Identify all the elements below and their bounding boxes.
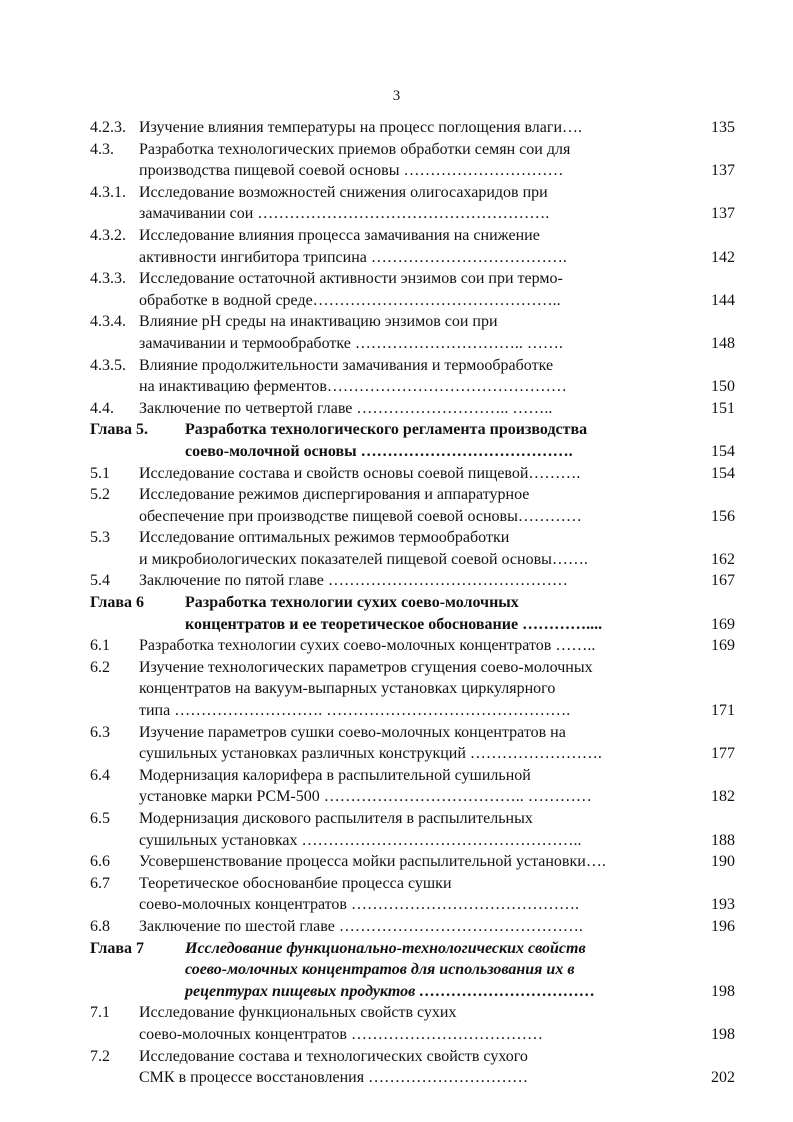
toc-entry-number: 6.6: [90, 853, 110, 871]
toc-entry: [90, 830, 735, 852]
toc-entry-page: 150: [711, 378, 735, 396]
toc-entry-title: Исследование возможностей снижения олигосахаридов при: [139, 183, 548, 201]
toc-entry: [90, 808, 735, 830]
toc-entry-title: типа ………………………. ……………………………………….: [139, 702, 571, 720]
toc-entry-title: Исследование состава и технологических свойств сухого: [139, 1047, 528, 1065]
toc-entry: [90, 894, 735, 916]
toc-entry-number: 6.2: [90, 658, 110, 676]
toc-entry-title: Заключение по четвертой главе ……………………….. ……..: [139, 399, 553, 417]
toc-entry-title: и микробиологических показателей пищевой соевой основы…….: [139, 550, 588, 568]
toc-entry-title: обработке в водной среде………………………………………..: [139, 291, 561, 309]
toc-entry-page: 144: [711, 291, 735, 309]
toc-entry-number: 4.4.: [90, 399, 114, 417]
toc-entry: [90, 527, 735, 549]
toc-entry: [90, 160, 735, 182]
toc-entry-page: 193: [711, 896, 735, 914]
toc-entry-page: 142: [711, 248, 735, 266]
toc-entry-page: 167: [711, 572, 735, 590]
toc-entry-title: замачивании сои ……………………………………………….: [139, 205, 550, 223]
toc-entry-title: Исследование функциональных свойств сухих: [139, 1004, 457, 1022]
toc-entry: [90, 916, 735, 938]
toc-entry-page: 188: [711, 831, 735, 849]
toc-entry: [90, 398, 735, 420]
table-of-contents: [90, 117, 735, 1089]
toc-entry-title: Влияние продолжительности замачивания и термообработке: [139, 356, 554, 374]
toc-entry: [90, 441, 735, 463]
toc-entry-number: Глава 7: [90, 939, 144, 957]
toc-entry: [90, 549, 735, 571]
toc-entry: [90, 786, 735, 808]
toc-entry: [90, 182, 735, 204]
toc-entry-title: соево-молочных концентратов ………………………………: [139, 1025, 543, 1043]
toc-entry-title: Модернизация дискового распылителя в распылительных: [139, 810, 533, 827]
toc-entry-page: 156: [711, 507, 735, 525]
toc-entry-title: установке марки РСМ-500 ……………………………….. …………: [139, 788, 592, 806]
toc-entry-title: сушильных установках различных конструкций …………………….: [139, 745, 602, 763]
toc-entry-title: Усовершенствование процесса мойки распылительной установки….: [139, 853, 606, 871]
toc-entry-page: 202: [711, 1069, 735, 1087]
toc-entry-title: Исследование функционально-технологических свойств: [185, 939, 586, 957]
toc-entry-title: Разработка технологии сухих соево-молочных концентратов ……..: [139, 637, 596, 655]
toc-entry-page: 177: [711, 745, 735, 763]
toc-entry-number: 4.3.3.: [90, 270, 126, 288]
toc-entry-title: сушильных установках ……………………………………………..: [139, 831, 582, 849]
toc-entry-number: 4.3.2.: [90, 226, 126, 244]
toc-entry-page: 198: [711, 982, 735, 1000]
toc-entry-title: производства пищевой соевой основы …………………………: [139, 162, 564, 180]
toc-entry: [90, 506, 735, 528]
toc-entry-title: рецептурах пищевых продуктов ……………………………: [185, 982, 596, 1000]
toc-entry: [90, 139, 735, 161]
toc-entry: [90, 959, 735, 981]
toc-entry-number: Глава 6: [90, 594, 144, 612]
toc-entry-title: Изучение влияния температуры на процесс поглощения влаги….: [139, 119, 582, 136]
toc-entry-number: 6.1: [90, 637, 110, 655]
toc-entry-title: соево-молочных концентратов для использования их в: [185, 961, 575, 979]
toc-entry-page: 148: [711, 334, 735, 352]
toc-entry: [90, 678, 735, 700]
toc-entry-page: 151: [711, 399, 735, 417]
toc-entry: [90, 657, 735, 679]
toc-entry-number: 4.3.4.: [90, 313, 126, 331]
toc-entry-page: 182: [711, 788, 735, 806]
toc-entry-number: 7.1: [90, 1004, 110, 1022]
toc-entry: [90, 722, 735, 744]
toc-entry-title: соево-молочной основы ………………………………….: [185, 442, 573, 460]
toc-entry-number: 7.2: [90, 1047, 110, 1065]
toc-chapter-heading: [90, 419, 735, 441]
toc-entry-title: СМК в процессе восстановления …………………………: [139, 1069, 529, 1087]
toc-entry: [90, 203, 735, 225]
toc-entry: [90, 290, 735, 312]
toc-entry-title: Разработка технологического регламента производства: [185, 421, 588, 439]
toc-entry-title: Изучение параметров сушки соево-молочных концентратов на: [139, 723, 566, 741]
toc-entry: [90, 765, 735, 787]
toc-entry-title: концентратов и ее теоретическое обоснование …………....: [185, 615, 603, 633]
toc-entry-page: 137: [711, 162, 735, 180]
toc-entry-title: обеспечение при производстве пищевой соевой основы…………: [139, 507, 582, 525]
toc-entry-title: Исследование влияния процесса замачивания на снижение: [139, 226, 540, 244]
toc-entry-page: 198: [711, 1025, 735, 1043]
toc-chapter-heading: [90, 938, 735, 960]
toc-entry-number: 4.3.1.: [90, 183, 126, 201]
toc-entry-page: 196: [711, 917, 735, 935]
toc-entry-title: Заключение по шестой главе ……………………………………….: [139, 917, 583, 935]
toc-entry-number: 6.8: [90, 917, 110, 935]
toc-entry: [90, 981, 735, 1003]
toc-entry: [90, 484, 735, 506]
toc-entry: [90, 117, 735, 139]
toc-entry-number: Глава 5.: [90, 421, 148, 439]
toc-entry-page: 169: [711, 615, 735, 633]
toc-entry-title: Влияние рН среды на инактивацию энзимов сои при: [139, 313, 498, 331]
toc-entry-title: Исследование режимов диспергирования и аппаратурное: [139, 486, 530, 504]
toc-entry: [90, 1002, 735, 1024]
toc-entry-number: 5.2: [90, 486, 110, 504]
toc-entry: [90, 225, 735, 247]
toc-entry: [90, 851, 735, 873]
toc-entry-title: Исследование оптимальных режимов термообработки: [139, 529, 510, 547]
toc-entry-number: 6.4: [90, 766, 110, 784]
toc-entry-title: Разработка технологических приемов обработки семян сои для: [139, 140, 571, 158]
toc-entry-page: 135: [711, 119, 735, 136]
toc-entry: [90, 614, 735, 636]
toc-chapter-heading: [90, 592, 735, 614]
toc-entry: [90, 1067, 735, 1089]
toc-entry-title: Разработка технологии сухих соево-молочных: [185, 594, 519, 612]
toc-entry-page: 162: [711, 550, 735, 568]
toc-entry: [90, 355, 735, 377]
page-number: 3: [392, 88, 401, 104]
toc-entry-number: 6.3: [90, 723, 110, 741]
toc-entry: [90, 463, 735, 485]
toc-entry: [90, 743, 735, 765]
toc-entry: [90, 376, 735, 398]
toc-entry-title: Теоретическое обоснованбие процесса сушки: [139, 874, 452, 892]
toc-entry: [90, 311, 735, 333]
toc-entry-title: Изучение технологических параметров сгущения соево-молочных: [139, 658, 593, 676]
toc-entry-title: на инактивацию ферментов………………………………………: [139, 378, 567, 396]
toc-entry: [90, 873, 735, 895]
toc-entry-number: 5.3: [90, 529, 110, 547]
toc-entry-title: замачивании и термообработке ………………………….. …….: [139, 334, 563, 352]
toc-entry-number: 6.7: [90, 874, 110, 892]
toc-entry-page: 190: [711, 853, 735, 871]
toc-entry: [90, 268, 735, 290]
toc-entry-title: концентратов на вакуум-выпарных установках циркулярного: [139, 680, 556, 698]
toc-entry-page: 169: [711, 637, 735, 655]
toc-entry-page: 171: [711, 702, 735, 720]
toc-entry-page: 137: [711, 205, 735, 223]
toc-entry-title: Исследование остаточной активности энзимов сои при термо-: [139, 270, 563, 288]
toc-entry: [90, 1024, 735, 1046]
toc-entry-page: 154: [711, 464, 735, 482]
toc-entry-number: 6.5: [90, 810, 110, 827]
toc-entry-number: 4.3.: [90, 140, 114, 158]
toc-entry-title: соево-молочных концентратов …………………………………….: [139, 896, 579, 914]
toc-entry-number: 4.2.3.: [90, 119, 126, 136]
toc-entry-title: активности ингибитора трипсина ……………………………….: [139, 248, 567, 266]
toc-entry-number: 4.3.5.: [90, 356, 126, 374]
toc-entry-page: 154: [711, 442, 735, 460]
toc-entry-title: Исследование состава и свойств основы соевой пищевой……….: [139, 464, 581, 482]
toc-entry: [90, 700, 735, 722]
toc-entry-number: 5.4: [90, 572, 110, 590]
toc-entry: [90, 570, 735, 592]
toc-entry: [90, 1046, 735, 1068]
toc-entry-title: Заключение по пятой главе ………………………………………: [139, 572, 568, 590]
toc-entry-title: Модернизация калорифера в распылительной сушильной: [139, 766, 531, 784]
toc-entry-number: 5.1: [90, 464, 110, 482]
toc-entry: [90, 247, 735, 269]
toc-entry: [90, 635, 735, 657]
toc-entry: [90, 333, 735, 355]
